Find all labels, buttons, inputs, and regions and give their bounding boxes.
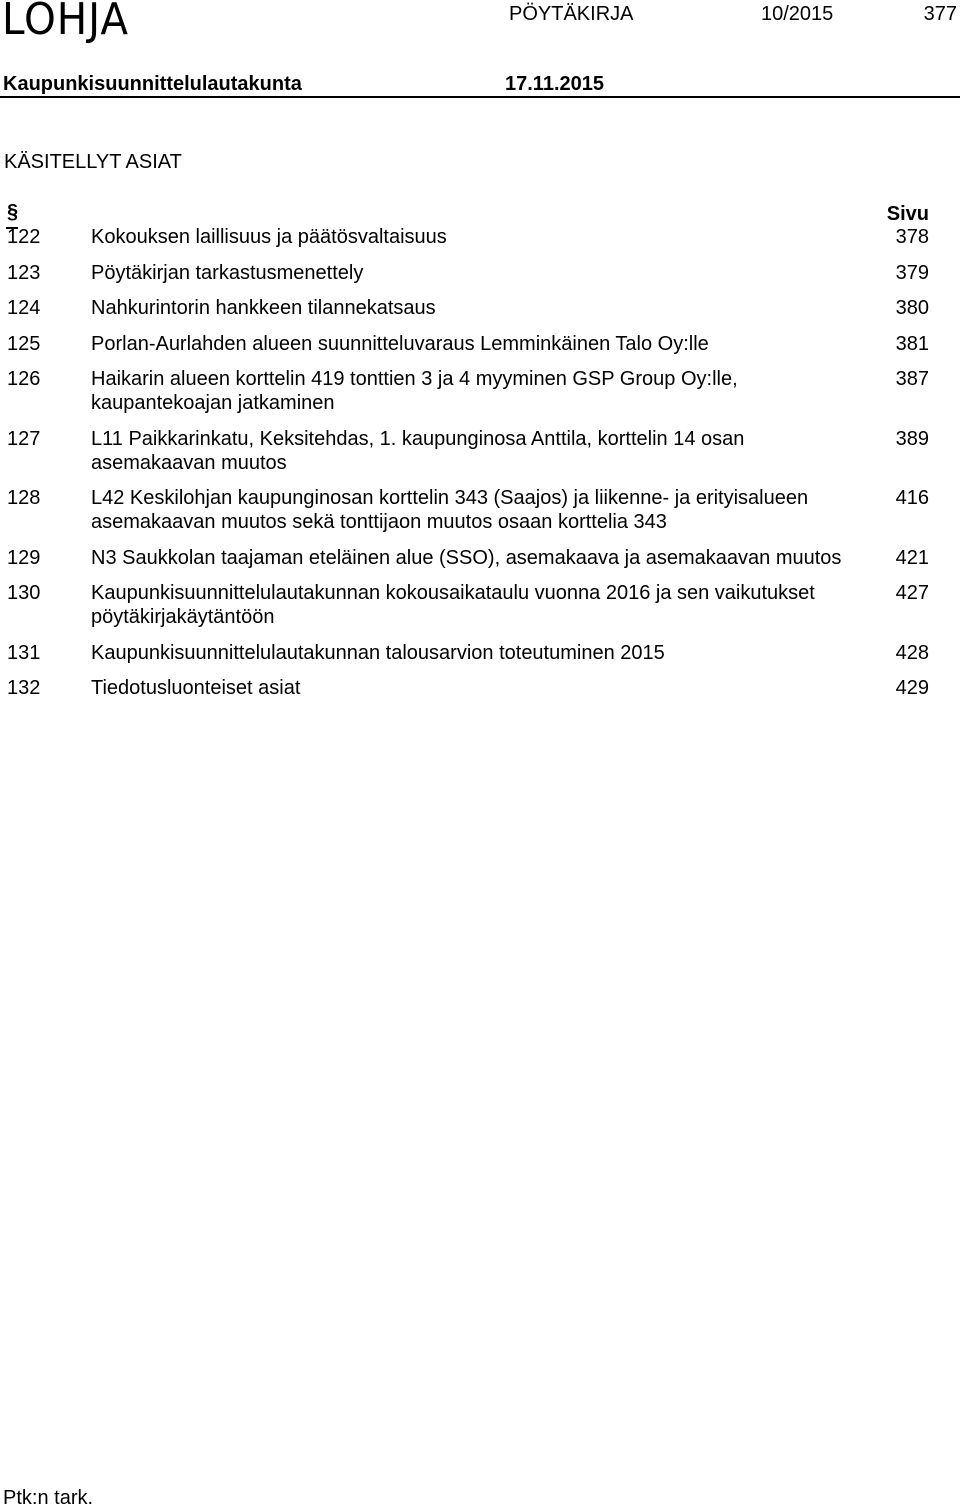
item-title: Nahkurintorin hankkeen tilannekatsaus [91,297,436,319]
minutes-checker-label: Ptk:n tark. [3,1487,94,1509]
toc-row [0,367,960,415]
toc-row [0,581,960,629]
item-page: 378 [895,226,929,248]
item-title: Kokouksen laillisuus ja päätösvaltaisuus [91,226,447,248]
item-page: 387 [895,368,929,390]
committee-name: Kaupunkisuunnittelulautakunta [3,73,302,95]
item-page: 421 [895,546,929,569]
toc-row [0,546,960,570]
item-number: 124 [7,297,41,319]
item-page: 429 [895,677,929,699]
item-number: 122 [7,226,41,248]
item-title: Tiedotusluonteiset asiat [91,677,301,699]
item-number: 131 [7,641,41,664]
meeting-date: 17.11.2015 [505,73,604,95]
item-title: Kaupunkisuunnittelulautakunnan talousarvion toteutuminen 2015 [91,641,665,664]
header-divider [0,96,960,98]
document-number: 10/2015 [761,3,834,25]
item-title: Haikarin alueen korttelin 419 tonttien 3 ja 4 myyminen GSP Group Oy:lle, kaupantekoajan jatkaminen [91,368,738,414]
item-number: 125 [7,332,41,355]
item-number: 129 [7,546,41,569]
toc-row [0,641,960,665]
item-page: 428 [895,641,929,664]
item-title: Kaupunkisuunnittelulautakunnan kokousaikataulu vuonna 2016 ja sen vaikutukset pöytäkirjakäytäntöön [91,582,815,628]
item-number: 130 [7,582,41,604]
item-page: 416 [895,487,929,509]
toc-row [0,427,960,475]
item-title: Porlan-Aurlahden alueen suunnitteluvaraus Lemminkäinen Talo Oy:lle [91,332,709,355]
page-number: 377 [923,3,957,25]
item-number: 126 [7,368,41,390]
item-page: 379 [895,261,929,284]
toc-row [0,261,960,285]
item-page: 427 [895,582,929,604]
section-sign-heading: § [7,201,19,223]
item-title: Pöytäkirjan tarkastusmenettely [91,261,364,284]
item-number: 128 [7,487,41,509]
item-title: L11 Paikkarinkatu, Keksitehdas, 1. kaupunginosa Anttila, korttelin 14 osan asemakaavan muutos [91,427,745,474]
toc-row [0,486,960,534]
document-type: PÖYTÄKIRJA [509,3,634,25]
toc-row [0,225,960,249]
item-number: 132 [7,677,41,699]
item-number: 127 [7,427,41,450]
item-title: L42 Keskilohjan kaupunginosan korttelin 343 (Saajos) ja liikenne- ja erityisalueen asemakaavan muutos sekä tonttijaon muutos osaan korttelia 343 [91,487,809,533]
toc-row [0,676,960,700]
table-of-contents [0,225,960,712]
item-number: 123 [7,261,41,284]
page-column-heading: Sivu [886,203,929,225]
section-title: KÄSITELLYT ASIAT [4,151,182,173]
item-title: N3 Saukkolan taajaman eteläinen alue (SSO), asemakaava ja asemakaavan muutos [91,546,842,569]
toc-row [0,296,960,320]
toc-row [0,332,960,356]
lohja-logo: LOHJA [2,0,129,45]
item-page: 389 [895,427,929,450]
item-page: 381 [895,332,929,355]
item-page: 380 [895,297,929,319]
